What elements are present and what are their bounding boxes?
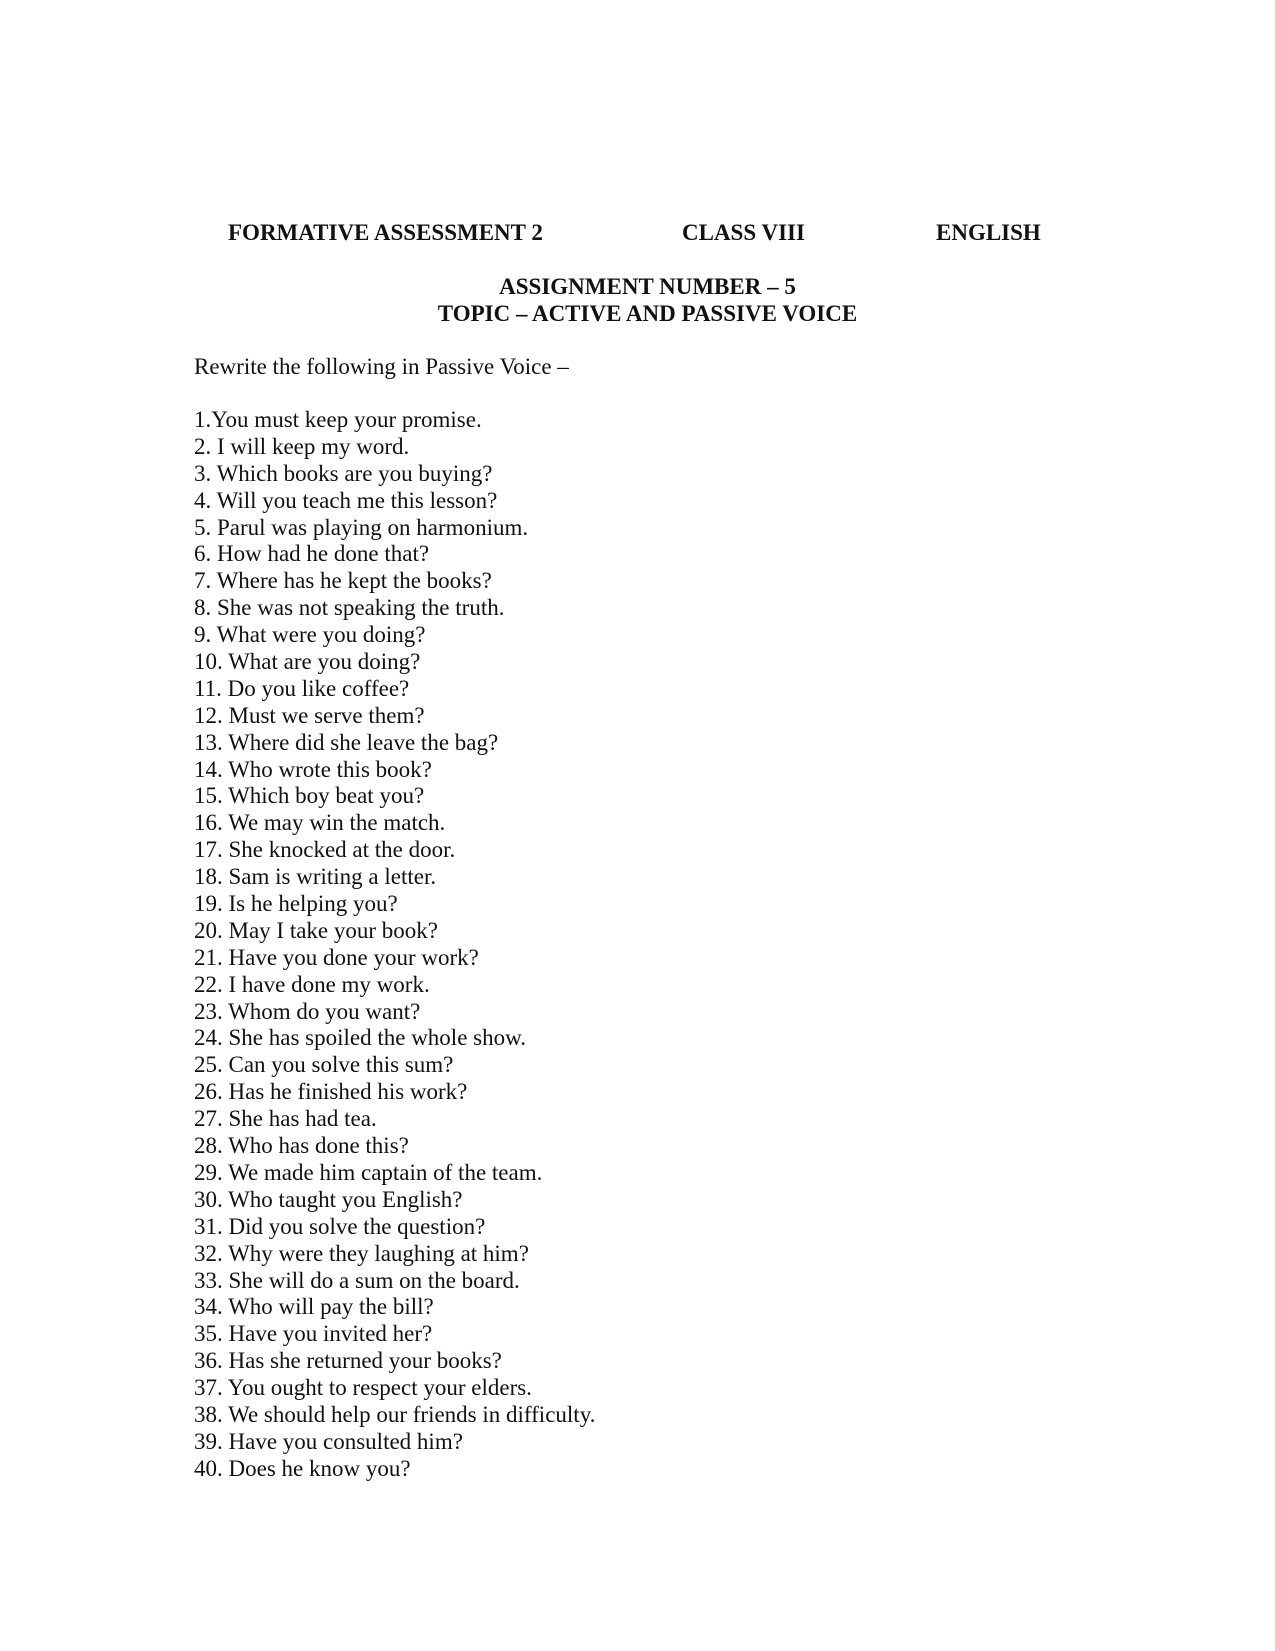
question-item: 23. Whom do you want?: [194, 998, 421, 1024]
question-item: 19. Is he helping you?: [194, 891, 398, 917]
question-item: 26. Has he finished his work?: [194, 1079, 468, 1105]
question-item: 9. What were you doing?: [194, 622, 426, 648]
question-item: 36. Has she returned your books?: [194, 1348, 502, 1374]
question-item: 25. Can you solve this sum?: [194, 1052, 454, 1078]
question-item: 27. She has had tea.: [194, 1106, 377, 1132]
question-item: 24. She has spoiled the whole show.: [194, 1025, 526, 1051]
question-item: 20. May I take your book?: [194, 917, 438, 943]
question-item: 17. She knocked at the door.: [194, 837, 456, 863]
question-item: 1.You must keep your promise.: [194, 407, 482, 432]
question-item: 28. Who has done this?: [194, 1133, 409, 1159]
question-item: 31. Did you solve the question?: [194, 1213, 486, 1239]
question-item: 7. Where has he kept the books?: [194, 568, 492, 594]
topic-heading: TOPIC – ACTIVE AND PASSIVE VOICE: [437, 301, 858, 326]
question-item: 10. What are you doing?: [194, 649, 421, 675]
question-item: 13. Where did she leave the bag?: [194, 729, 499, 755]
question-item: 11. Do you like coffee?: [194, 675, 410, 701]
assignment-number-heading: ASSIGNMENT NUMBER – 5: [499, 274, 796, 299]
question-item: 37. You ought to respect your elders.: [194, 1375, 532, 1401]
question-item: 18. Sam is writing a letter.: [194, 864, 437, 890]
assessment-title: FORMATIVE ASSESSMENT 2: [228, 220, 543, 245]
question-item: 30. Who taught you English?: [194, 1186, 463, 1212]
question-item: 29. We made him captain of the team.: [194, 1159, 543, 1185]
question-item: 14. Who wrote this book?: [194, 756, 432, 782]
question-item: 22. I have done my work.: [194, 971, 430, 997]
question-list: [194, 407, 595, 1483]
question-item: 33. She will do a sum on the board.: [194, 1267, 520, 1293]
question-item: 32. Why were they laughing at him?: [194, 1240, 529, 1266]
question-item: 34. Who will pay the bill?: [194, 1294, 434, 1320]
question-item: 40. Does he know you?: [194, 1455, 411, 1481]
question-item: 16. We may win the match.: [194, 810, 446, 836]
class-label: CLASS VIII: [682, 220, 805, 245]
question-item: 5. Parul was playing on harmonium.: [194, 514, 529, 540]
question-item: 21. Have you done your work?: [194, 944, 479, 970]
document-header: [0, 220, 1275, 250]
subject-label: ENGLISH: [936, 220, 1041, 245]
question-item: 3. Which books are you buying?: [194, 460, 493, 486]
question-item: 6. How had he done that?: [194, 541, 430, 567]
question-item: 4. Will you teach me this lesson?: [194, 487, 498, 513]
question-item: 15. Which boy beat you?: [194, 783, 425, 809]
question-item: 35. Have you invited her?: [194, 1321, 433, 1347]
question-item: 8. She was not speaking the truth.: [194, 595, 505, 621]
question-item: 2. I will keep my word.: [194, 433, 410, 459]
question-item: 38. We should help our friends in difficulty.: [194, 1401, 596, 1427]
question-item: 39. Have you consulted him?: [194, 1428, 463, 1454]
question-item: 12. Must we serve them?: [194, 702, 425, 728]
instruction-text: Rewrite the following in Passive Voice –: [194, 354, 569, 379]
